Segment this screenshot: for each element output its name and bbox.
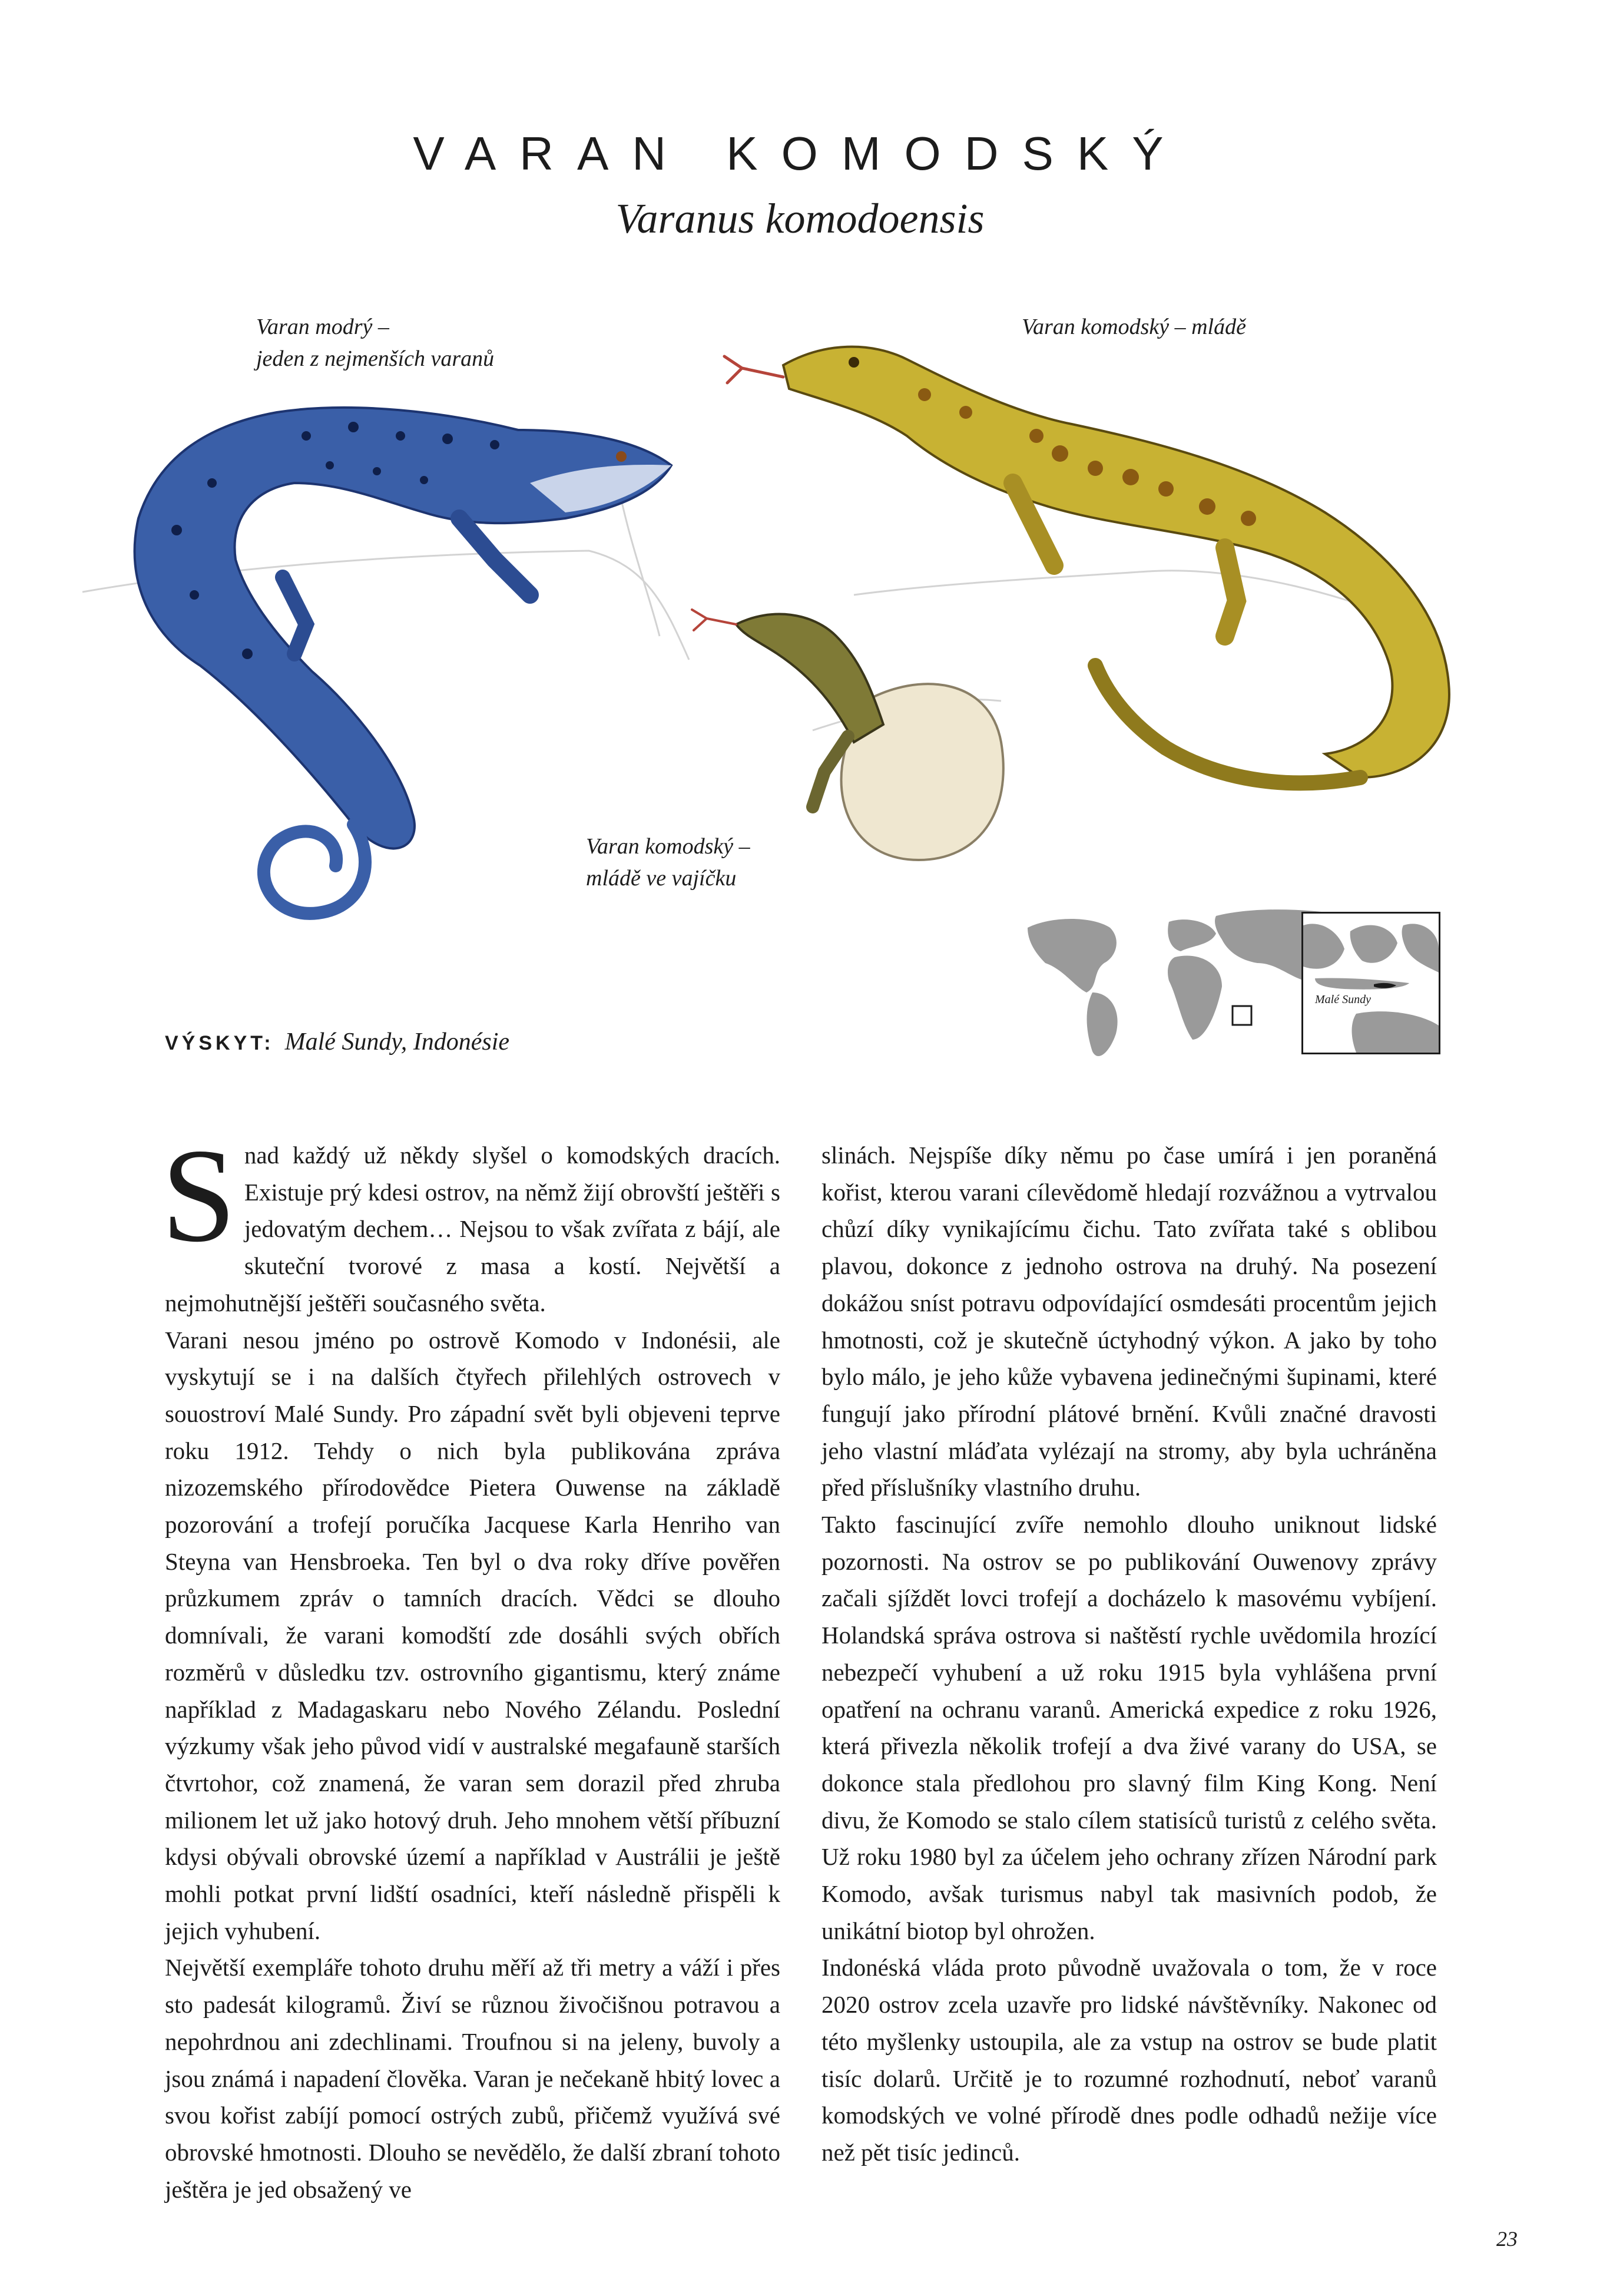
article-column-right bbox=[821, 1137, 1437, 2171]
inset-map-land bbox=[1303, 914, 1439, 1053]
map-region-marker bbox=[1233, 1006, 1251, 1025]
caption-juvenile: Varan komodský – mládě bbox=[1022, 315, 1246, 339]
occurrence-line bbox=[165, 1028, 509, 1056]
paragraph: Varani nesou jméno po ostrově Komodo v Indonésii, ale vyskytují se i na dalších čtyřech přilehlých ostrovech v souostroví Malé Sundy. Pro západní svět byli objeveni teprve roku 1912. Tehdy o nich byla publikována zpráva nizozemského přírodovědce Pietera Ouwense na základě pozorování a trofejí poručíka Jacquese Karla Henriho van Steyna van Hensbroeka. Ten byl o dva roky dříve pověřen průzkumem zpráv o tamních dracích. Vědci se dlouho domnívali, že varani komodští zde dosáhli svých obřích rozměrů v důsledku tzv. ostrovního gigantismu, který známe například z Madagaskaru nebo Nového Zélandu. Poslední výzkumy však jeho původ vidí v australské megafauně starších čtvrtohor, což znamená, že varan sem dorazil před zhruba milionem let už jako hotový druh. Jeho mnohem větší příbuzní kdysi obývali obrovské území a například v Austrálii je ještě mohli potkat první lidští osadníci, kteří následně přispěli k jejich vyhubení. bbox=[165, 1326, 780, 1944]
article-column-left bbox=[161, 1121, 780, 2208]
caption-egg-line2: mládě ve vajíčku bbox=[586, 866, 737, 891]
page-subtitle: Varanus komodoensis bbox=[615, 195, 985, 242]
caption-blue-monitor-line1: Varan modrý – bbox=[256, 315, 389, 339]
page-number: 23 bbox=[1496, 2227, 1518, 2251]
paragraph: Největší exempláře tohoto druhu měří až tři metry a váží i přes sto padesát kilogramů. Živí se různou živočišnou potravou a nepohrdnou ani zdechlinami. Troufnou si na jeleny, buvoly a jsou známá i napadení člověka. Varan je nečekaně hbitý lovec a svou kořist zabíjí pomocí ostrých zubů, přičemž využívá své obrovské hmotnosti. Dlouho se nevědělo, že další zbraní tohoto ještěra je jed obsažený ve bbox=[165, 1954, 780, 2203]
paragraph: Indonéská vláda proto původně uvažovala o tom, že v roce 2020 ostrov zcela uzavře pro lidské návštěvníky. Nakonec od této myšlenky ustoupila, ale za vstup na ostrov se bude platit tisíc dolarů. Určitě je to rozumné rozhodnutí, neboť varanů komodských ve volné přírodě dnes podle odhadů nežije více než pět tisíc jedinců. bbox=[821, 1954, 1437, 2166]
caption-blue-monitor bbox=[256, 311, 494, 375]
caption-egg-line1: Varan komodský – bbox=[586, 834, 750, 859]
illustration-area bbox=[0, 283, 1600, 978]
drop-cap: S bbox=[161, 1121, 236, 1270]
page-title: VARAN KOMODSKÝ bbox=[413, 127, 1187, 180]
inset-map-label: Malé Sundy bbox=[1315, 993, 1371, 1006]
caption-blue-monitor-line2: jeden z nejmenších varanů bbox=[256, 346, 495, 371]
paragraph-text: nad každý už někdy slyšel o komodských dracích. Existuje prý kdesi ostrov, na němž žijí obrovští ještěři s jedovatým dechem… Nejsou to však zvířata z bájí, ale skuteční tvorové z masa a kostí. Největší a nejmohutnější ještěři současného světa. bbox=[165, 1142, 780, 1316]
paragraph bbox=[161, 1121, 780, 1322]
paragraph: slinách. Nejspíše díky němu po čase umírá i jen poraněná kořist, kterou varani cílevědomě hledají rozvážnou a vytrvalou chůzí díky vynikajícímu čichu. Tato zvířata také s oblibou plavou, dokonce z jednoho ostrova na druhý. Na posezení dokážou sníst potravu odpovídající osmdesáti procentům jejich hmotnosti, což je skutečně úctyhodný výkon. A jako by toho bylo málo, je jeho kůže vybavena jedinečnými šupinami, které fungují jako přírodní plátové brnění. Kvůli značné dravosti jeho vlastní mláďata vylézají na stromy, aby byla uchráněna před příslušníky vlastního druhu. bbox=[821, 1142, 1437, 1501]
occurrence-value: Malé Sundy, Indonésie bbox=[284, 1028, 509, 1056]
caption-egg bbox=[586, 831, 750, 894]
paragraph: Takto fascinující zvíře nemohlo dlouho uniknout lidské pozornosti. Na ostrov se po publikování Ouwenovy zprávy začali sjíždět lovci trofejí a docházelo k masovému vybíjení. Holandská správa ostrova si naštěstí rychle uvědomila hrozící nebezpečí vyhubení a už roku 1915 byla vyhlášena první opatření na ochranu varanů. Americká expedice z roku 1926, která přivezla několik trofejí a dva živé varany do USA, se dokonce stala předlohou pro slavný film King Kong. Není divu, že Komodo se stalo cílem statisíců turistů z celého světa. Už roku 1980 byl za účelem jeho ochrany zřízen Národní park Komodo, avšak turismus nabyl tak masivních podob, že unikátní biotop byl ohrožen. bbox=[821, 1511, 1437, 1944]
inset-map bbox=[1301, 912, 1440, 1054]
occurrence-label: VÝSKYT: bbox=[165, 1032, 274, 1054]
hatchling-in-egg-illustration bbox=[692, 610, 1003, 860]
komodo-juvenile-illustration bbox=[724, 347, 1449, 783]
